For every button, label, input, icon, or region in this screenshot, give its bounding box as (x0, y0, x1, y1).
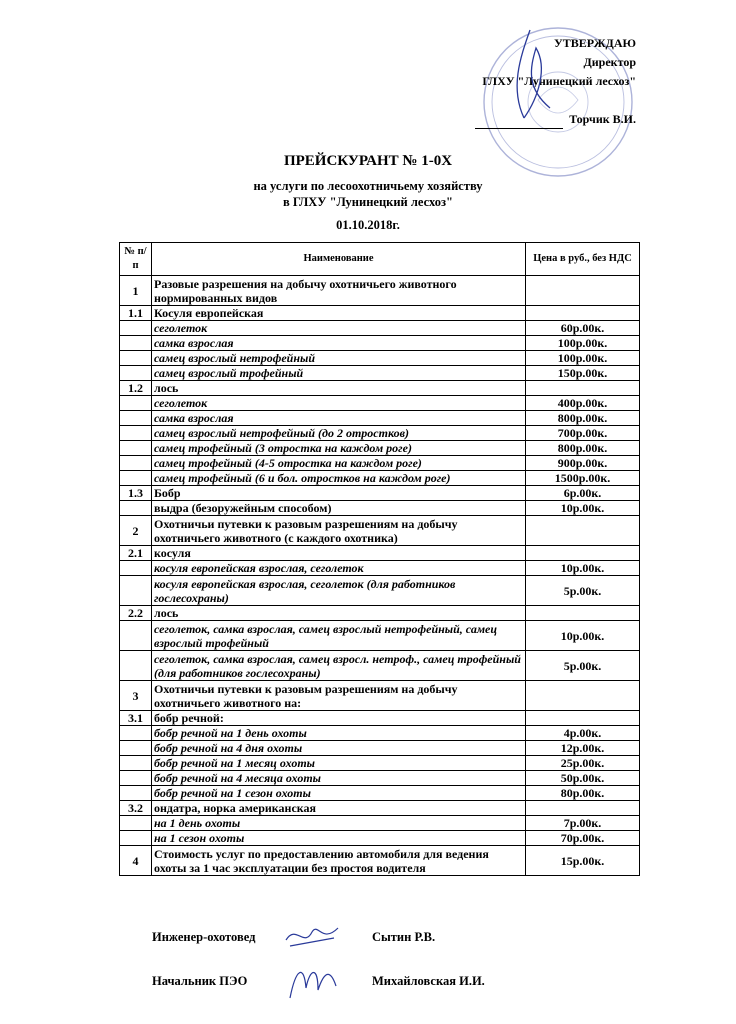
row-number (120, 726, 152, 741)
table-row (120, 561, 640, 576)
table-row (120, 336, 640, 351)
row-name: сеголеток, самка взрослая, самец взрослый нетрофейный, самец взрослый трофейный (152, 621, 526, 651)
table-row (120, 756, 640, 771)
table-row (120, 576, 640, 606)
document-title: ПРЕЙСКУРАНТ № 1-0Х (283, 153, 453, 169)
row-price: 7р.00к. (526, 816, 640, 831)
table-row (120, 621, 640, 651)
row-price: 1500р.00к. (526, 471, 640, 486)
table-row (120, 816, 640, 831)
row-number: 1.1 (120, 306, 152, 321)
approval-signer-name: Торчик В.И. (569, 112, 636, 126)
row-name: лось (152, 606, 526, 621)
row-price: 800р.00к. (526, 411, 640, 426)
row-name: сеголеток, самка взрослая, самец взросл. нетроф., самец трофейный (для работников гослесохраны) (152, 651, 526, 681)
row-name: самец взрослый нетрофейный (до 2 отростков) (152, 426, 526, 441)
row-number (120, 441, 152, 456)
row-number: 1.2 (120, 381, 152, 396)
row-name: Бобр (152, 486, 526, 501)
table-row (120, 726, 640, 741)
row-price: 5р.00к. (526, 651, 640, 681)
footer-role-2: Начальник ПЭО (152, 974, 248, 988)
row-number (120, 756, 152, 771)
row-number (120, 741, 152, 756)
table-row (120, 771, 640, 786)
row-number (120, 831, 152, 846)
header-number: № п/п (120, 243, 152, 276)
table-row (120, 366, 640, 381)
price-table (119, 242, 640, 876)
row-name: бобр речной на 4 дня охоты (152, 741, 526, 756)
table-row (120, 426, 640, 441)
row-number (120, 561, 152, 576)
footer-role-1: Инженер-охотовед (152, 930, 256, 944)
row-number (120, 411, 152, 426)
row-name: бобр речной на 1 сезон охоты (152, 786, 526, 801)
row-price: 50р.00к. (526, 771, 640, 786)
row-name: самец трофейный (4-5 отростка на каждом роге) (152, 456, 526, 471)
approval-heading: УТВЕРЖДАЮ (553, 36, 636, 50)
row-number (120, 396, 152, 411)
table-row (120, 306, 640, 321)
row-price: 60р.00к. (526, 321, 640, 336)
row-number (120, 471, 152, 486)
table-row (120, 846, 640, 876)
director-signature (490, 28, 580, 128)
row-name: самец взрослый трофейный (152, 366, 526, 381)
row-number: 4 (120, 846, 152, 876)
document-subtitle (0, 178, 736, 210)
row-name: на 1 день охоты (152, 816, 526, 831)
row-name: самец взрослый нетрофейный (152, 351, 526, 366)
row-name: косуля европейская взрослая, сеголеток (для работников гослесохраны) (152, 576, 526, 606)
row-number (120, 771, 152, 786)
row-number: 2.2 (120, 606, 152, 621)
row-name: бобр речной на 1 месяц охоты (152, 756, 526, 771)
row-name: на 1 сезон охоты (152, 831, 526, 846)
row-name: самец трофейный (3 отростка на каждом роге) (152, 441, 526, 456)
row-price: 700р.00к. (526, 426, 640, 441)
row-price: 15р.00к. (526, 846, 640, 876)
row-name: самка взрослая (152, 411, 526, 426)
row-number (120, 351, 152, 366)
row-price: 400р.00к. (526, 396, 640, 411)
row-name: сеголеток (152, 396, 526, 411)
header-price: Цена в руб., без НДС (526, 243, 640, 276)
table-row (120, 456, 640, 471)
table-row (120, 381, 640, 396)
row-price (526, 306, 640, 321)
row-number (120, 816, 152, 831)
row-number (120, 786, 152, 801)
table-row (120, 501, 640, 516)
row-name: косуля европейская взрослая, сеголеток (152, 561, 526, 576)
row-name: бобр речной на 4 месяца охоты (152, 771, 526, 786)
row-number (120, 366, 152, 381)
row-name: самка взрослая (152, 336, 526, 351)
row-price: 25р.00к. (526, 756, 640, 771)
table-row (120, 831, 640, 846)
row-price: 150р.00к. (526, 366, 640, 381)
row-price (526, 381, 640, 396)
row-number: 3 (120, 681, 152, 711)
row-price: 10р.00к. (526, 501, 640, 516)
row-price: 10р.00к. (526, 621, 640, 651)
row-name: бобр речной: (152, 711, 526, 726)
row-number: 2.1 (120, 546, 152, 561)
row-price: 70р.00к. (526, 831, 640, 846)
row-number (120, 576, 152, 606)
approval-organization: ГЛХУ "Лунинецкий лесхоз" (482, 74, 636, 88)
price-table-body (120, 276, 640, 876)
row-price: 900р.00к. (526, 456, 640, 471)
subtitle-line-1: на услуги по лесоохотничьему хозяйству (253, 179, 483, 193)
table-row (120, 681, 640, 711)
row-number: 3.1 (120, 711, 152, 726)
table-row (120, 441, 640, 456)
row-name: косуля (152, 546, 526, 561)
row-price: 4р.00к. (526, 726, 640, 741)
row-number (120, 336, 152, 351)
row-number: 1.3 (120, 486, 152, 501)
row-number (120, 501, 152, 516)
table-row (120, 546, 640, 561)
row-price (526, 606, 640, 621)
row-number (120, 426, 152, 441)
table-row (120, 741, 640, 756)
table-row (120, 801, 640, 816)
document-date: 01.10.2018г. (336, 218, 400, 232)
row-name: Косуля европейская (152, 306, 526, 321)
economist-signature (284, 958, 340, 1002)
row-name: лось (152, 381, 526, 396)
row-number: 1 (120, 276, 152, 306)
row-price (526, 516, 640, 546)
table-row (120, 276, 640, 306)
table-row (120, 711, 640, 726)
row-name: Охотничьи путевки к разовым разрешениям на добычу охотничьего животного (с каждого охотника) (152, 516, 526, 546)
subtitle-line-2: в ГЛХУ "Лунинецкий лесхоз" (283, 195, 453, 209)
table-row (120, 471, 640, 486)
row-number: 2 (120, 516, 152, 546)
header-name: Наименование (152, 243, 526, 276)
row-price: 800р.00к. (526, 441, 640, 456)
row-price: 10р.00к. (526, 561, 640, 576)
row-number (120, 321, 152, 336)
row-price (526, 681, 640, 711)
row-number (120, 651, 152, 681)
row-price: 12р.00к. (526, 741, 640, 756)
row-name: Охотничьи путевки к разовым разрешениям на добычу охотничьего животного на: (152, 681, 526, 711)
approval-position: Директор (583, 55, 636, 69)
row-name: сеголеток (152, 321, 526, 336)
row-name: выдра (безоружейным способом) (152, 501, 526, 516)
row-price (526, 711, 640, 726)
row-price (526, 276, 640, 306)
row-name: самец трофейный (6 и бол. отростков на каждом роге) (152, 471, 526, 486)
table-row (120, 351, 640, 366)
table-row (120, 786, 640, 801)
row-name: Стоимость услуг по предоставлению автомобиля для ведения охоты за 1 час эксплуатации без простоя водителя (152, 846, 526, 876)
row-name: ондатра, норка американская (152, 801, 526, 816)
row-price: 80р.00к. (526, 786, 640, 801)
table-row (120, 486, 640, 501)
row-name: Разовые разрешения на добычу охотничьего животного нормированных видов (152, 276, 526, 306)
row-number: 3.2 (120, 801, 152, 816)
footer-name-2: Михайловская И.И. (372, 974, 485, 988)
table-row (120, 516, 640, 546)
row-price (526, 801, 640, 816)
table-row (120, 606, 640, 621)
table-row (120, 396, 640, 411)
row-number (120, 621, 152, 651)
row-price: 6р.00к. (526, 486, 640, 501)
table-row (120, 651, 640, 681)
table-row (120, 411, 640, 426)
row-number (120, 456, 152, 471)
row-price (526, 546, 640, 561)
row-price: 100р.00к. (526, 351, 640, 366)
engineer-signature (282, 918, 342, 952)
table-row (120, 321, 640, 336)
row-price: 5р.00к. (526, 576, 640, 606)
row-price: 100р.00к. (526, 336, 640, 351)
footer-name-1: Сытин Р.В. (372, 930, 436, 944)
row-name: бобр речной на 1 день охоты (152, 726, 526, 741)
